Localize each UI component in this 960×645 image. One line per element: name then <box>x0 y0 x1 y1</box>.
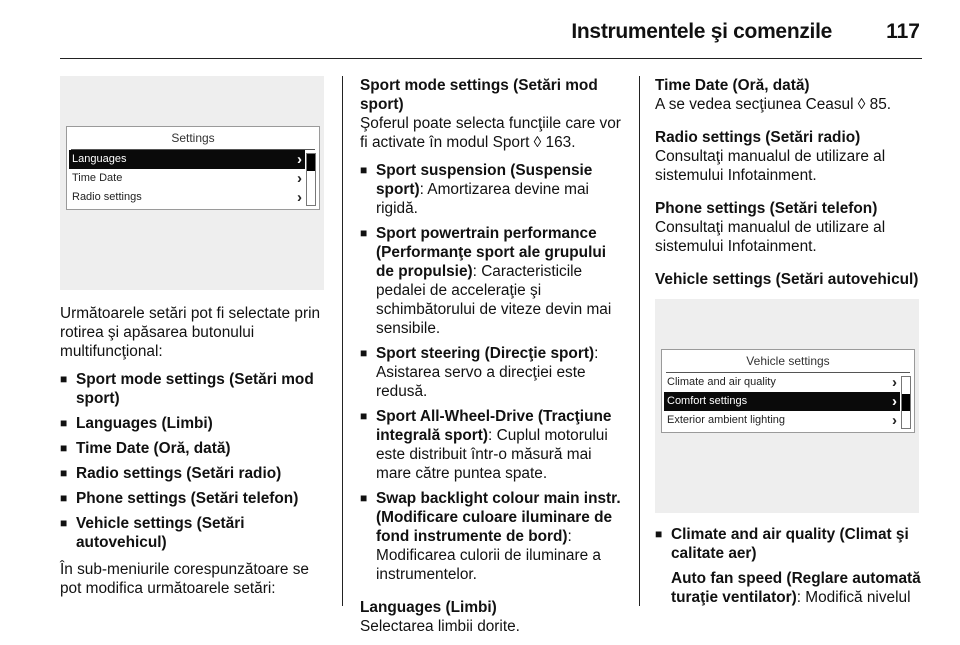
scrollbar <box>901 376 911 429</box>
column-divider <box>639 76 640 606</box>
sport-settings-list <box>360 161 628 584</box>
list-item: ■ Vehicle settings (Setări autovehicul) <box>60 514 328 552</box>
menu-item-label: Exterior ambient lighting <box>667 414 786 426</box>
column-divider <box>342 76 343 606</box>
settings-list <box>60 370 328 552</box>
list-item: ■ Languages (Limbi) <box>60 414 328 433</box>
menu-item-label: Languages <box>72 153 127 165</box>
menu-item-comfort <box>664 392 900 411</box>
section-text: Selectarea limbii dorite. <box>360 618 520 635</box>
scrollbar-thumb <box>307 154 315 171</box>
sub-desc: : Modifică nivelul <box>796 589 911 606</box>
intro-paragraph: Următoarele setări pot fi selectate prin rotirea şi apăsarea butonului multifuncţional: <box>60 305 321 360</box>
menu-item-radio-settings <box>69 188 305 207</box>
vehicle-settings-display-panel <box>661 349 915 433</box>
sub-term: Auto fan speed (Reglare automată turaţie ventilator) <box>671 570 921 606</box>
page-number: 117 <box>886 20 920 43</box>
sub-item <box>671 569 923 607</box>
item-term: Swap backlight colour main instr. (Modificare culoare iluminare de fond instrumente de bord) <box>376 490 621 545</box>
item-desc: : Asistarea servo a direcţiei este redusă. <box>376 345 599 400</box>
vehicle-settings-list <box>655 525 923 607</box>
list-item: ■ Time Date (Oră, dată) <box>60 439 328 458</box>
item-desc: : Amortizarea devine mai rigidă. <box>376 181 589 217</box>
chevron-right-icon: › <box>297 170 302 187</box>
item-term: Sport All-Wheel-Drive (Tracţiune integrală sport) <box>376 408 612 444</box>
item-desc: : Caracteristicile pedalei de acceleraţie şi schimbătorului de viteze devin mai sensibile. <box>376 263 612 337</box>
menu-item-time-date <box>69 169 305 188</box>
chevron-right-icon: › <box>892 412 897 429</box>
chevron-right-icon: › <box>297 151 302 168</box>
menu-item-languages <box>69 150 305 169</box>
section-heading: Vehicle settings (Setări autovehicul) <box>655 271 919 288</box>
section-heading: Sport mode settings (Setări mod sport) <box>360 77 598 113</box>
section-heading: Languages (Limbi) <box>360 599 497 616</box>
list-item <box>360 344 628 401</box>
list-item <box>360 161 628 218</box>
panel-title: Vehicle settings <box>666 350 910 373</box>
section-heading: Radio settings (Setări radio) <box>655 129 861 146</box>
list-item: ■ Phone settings (Setări telefon) <box>60 489 328 508</box>
chevron-right-icon: › <box>892 393 897 410</box>
menu-item-exterior-lighting <box>664 411 900 430</box>
section-heading: Phone settings (Setări telefon) <box>655 200 878 217</box>
item-term: Climate and air quality (Climat şi calitate aer) <box>671 526 909 562</box>
page-title: Instrumentele şi comenzile <box>571 20 832 43</box>
section-intro: Şoferul poate selecta funcţiile care vor fi activate în modul Sport ◊ 163. <box>360 115 621 151</box>
menu-item-label: Radio settings <box>72 191 142 203</box>
settings-display-panel <box>66 126 320 210</box>
chevron-right-icon: › <box>297 189 302 206</box>
scrollbar-thumb <box>902 394 910 411</box>
list-item <box>360 224 628 338</box>
section-heading: Time Date (Oră, dată) <box>655 77 810 94</box>
column-2 <box>360 76 628 645</box>
settings-menu-figure <box>60 76 324 290</box>
section-text: A se vedea secţiunea Ceasul ◊ 85. <box>655 96 892 113</box>
list-item <box>360 407 628 483</box>
menu-item-label: Comfort settings <box>667 395 748 407</box>
item-term: Sport steering (Direcţie sport) <box>376 345 595 362</box>
outro-paragraph: În sub-meniurile corespunzătoare se pot modifica următoarele setări: <box>60 561 309 597</box>
scrollbar <box>306 153 316 206</box>
item-term: Sport suspension (Suspensie sport) <box>376 162 593 198</box>
menu-item-label: Time Date <box>72 172 123 184</box>
column-1 <box>60 76 328 607</box>
vehicle-settings-figure <box>655 299 919 513</box>
item-desc: : Modificarea culorii de iluminare a instrumentelor. <box>376 528 601 583</box>
list-item: ■ Radio settings (Setări radio) <box>60 464 328 483</box>
list-item: ■ Sport mode settings (Setări mod sport) <box>60 370 328 408</box>
list-item <box>655 525 923 607</box>
menu-item-label: Climate and air quality <box>667 376 776 388</box>
list-item <box>360 489 628 584</box>
menu-item-climate <box>664 373 900 392</box>
item-desc: : Cuplul motorului este distribuit într-o măsură mai mare către puntea spate. <box>376 427 608 482</box>
chevron-right-icon: › <box>892 374 897 391</box>
column-3 <box>655 76 923 616</box>
section-text: Consultaţi manualul de utilizare al sistemului Infotainment. <box>655 148 886 184</box>
item-term: Sport powertrain performance (Performanţe sport ale grupului de propulsie) <box>376 225 607 280</box>
panel-title: Settings <box>71 127 315 150</box>
page-header <box>60 14 922 59</box>
section-text: Consultaţi manualul de utilizare al sistemului Infotainment. <box>655 219 886 255</box>
